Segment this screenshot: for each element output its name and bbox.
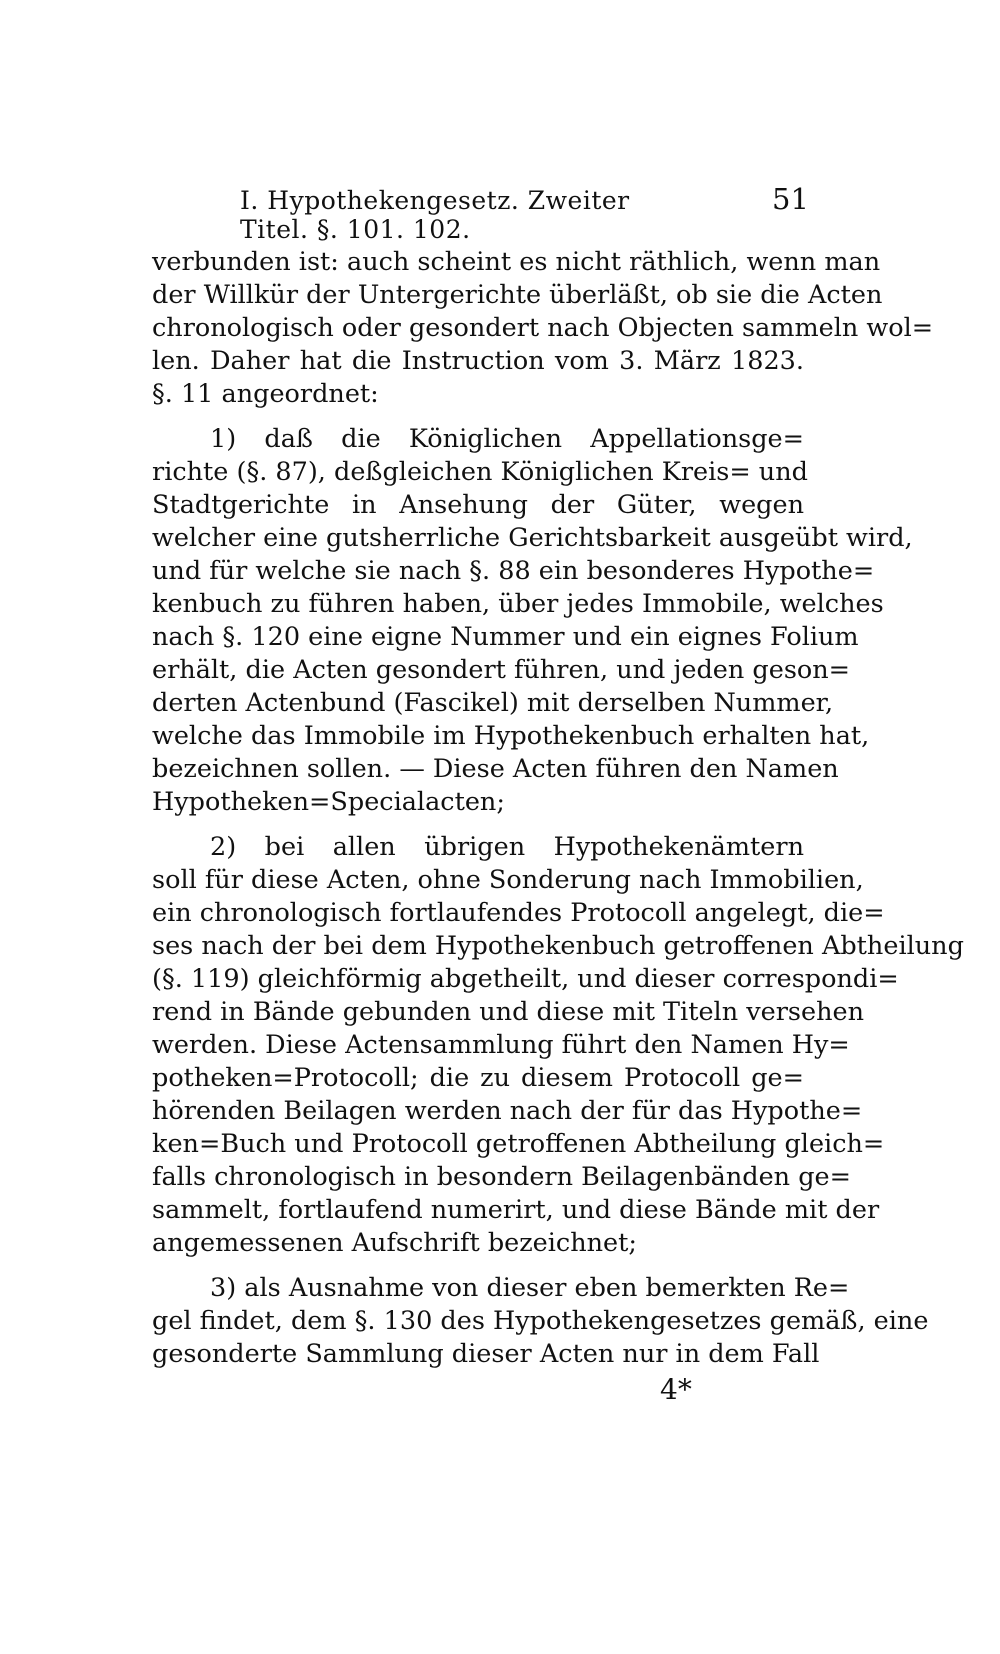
text-line: derten Actenbund (Fascikel) mit derselben Nummer, <box>152 688 834 718</box>
text-line: potheken=Protocoll; die zu diesem Protocoll ge= <box>152 1063 804 1093</box>
text-line: ken=Buch und Protocoll getroffenen Abtheilung gleich= <box>152 1129 885 1159</box>
text-line: hörenden Beilagen werden nach der für das Hypothe= <box>152 1096 863 1126</box>
text-line: chronologisch oder gesondert nach Objecten sammeln wol= <box>152 313 934 343</box>
text-line: Stadtgerichte in Ansehung der Güter, wegen <box>152 490 804 520</box>
page-number: 51 <box>772 182 809 216</box>
text-line: 1) daß die Königlichen Appellationsge= <box>210 424 804 454</box>
signature-mark: 4* <box>660 1373 692 1406</box>
text-line: falls chronologisch in besondern Beilagenbänden ge= <box>152 1162 851 1192</box>
text-line: und für welche sie nach §. 88 ein besonderes Hypothe= <box>152 556 875 586</box>
text-line: erhält, die Acten gesondert führen, und jeden geson= <box>152 655 851 685</box>
text-line: angemessenen Aufschrift bezeichnet; <box>152 1228 637 1258</box>
text-line: (§. 119) gleichförmig abgetheilt, und dieser correspondi= <box>152 964 899 994</box>
text-line: soll für diese Acten, ohne Sonderung nach Immobilien, <box>152 865 864 895</box>
text-line: Hypotheken=Specialacten; <box>152 787 505 817</box>
text-line: rend in Bände gebunden und diese mit Titeln versehen <box>152 997 865 1027</box>
text-line: verbunden ist: auch scheint es nicht räthlich, wenn man <box>152 247 881 277</box>
text-line: bezeichnen sollen. — Diese Acten führen den Namen <box>152 754 839 784</box>
text-line: der Willkür der Untergerichte überläßt, ob sie die Acten <box>152 280 883 310</box>
text-line: 2) bei allen übrigen Hypothekenämtern <box>210 832 804 862</box>
text-line: richte (§. 87), deßgleichen Königlichen Kreis= und <box>152 457 808 487</box>
text-line: §. 11 angeordnet: <box>152 379 379 409</box>
text-line: ein chronologisch fortlaufendes Protocoll angelegt, die= <box>152 898 885 928</box>
text-line: sammelt, fortlaufend numerirt, und diese Bände mit der <box>152 1195 880 1225</box>
text-line: werden. Diese Actensammlung führt den Namen Hy= <box>152 1030 850 1060</box>
text-line: gesonderte Sammlung dieser Acten nur in dem Fall <box>152 1339 820 1369</box>
text-line: welche das Immobile im Hypothekenbuch erhalten hat, <box>152 721 870 751</box>
text-line: kenbuch zu führen haben, über jedes Immobile, welches <box>152 589 884 619</box>
text-line: 3) als Ausnahme von dieser eben bemerkten Re= <box>210 1273 850 1303</box>
running-head: I. Hypothekengesetz. Zweiter Titel. §. 101. 102. <box>240 186 630 244</box>
text-line: len. Daher hat die Instruction vom 3. März 1823. <box>152 346 804 376</box>
text-line: nach §. 120 eine eigne Nummer und ein eignes Folium <box>152 622 859 652</box>
body-text <box>152 246 964 1371</box>
text-line: welcher eine gutsherrliche Gerichtsbarkeit ausgeübt wird, <box>152 523 913 553</box>
text-line: ses nach der bei dem Hypothekenbuch getroffenen Abtheilung <box>152 931 964 961</box>
text-line: gel findet, dem §. 130 des Hypothekengesetzes gemäß, eine <box>152 1306 929 1336</box>
